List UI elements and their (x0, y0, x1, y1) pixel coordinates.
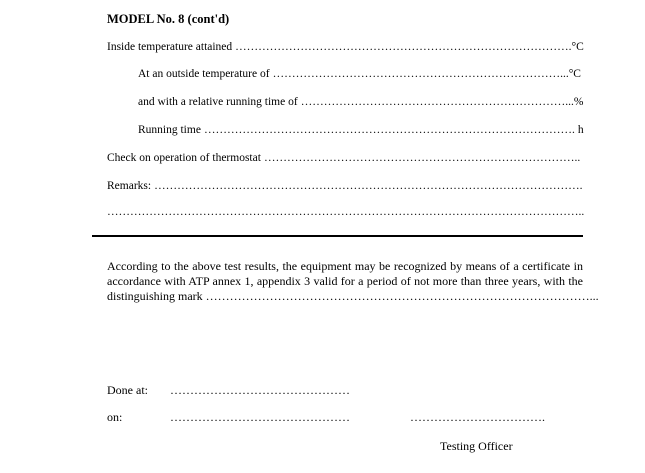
inside-temperature-unit: °C (571, 41, 584, 53)
outside-temperature-blank: …………………………………………………………………... (272, 68, 569, 80)
date-label: on: (107, 410, 123, 424)
running-time-unit: h (577, 124, 584, 136)
distinguishing-mark-blank: ……………………………………………………………………………………... (205, 289, 599, 303)
running-time-label: Running time (138, 124, 201, 136)
form-row-thermostat-check (107, 151, 580, 165)
done-at-label: Done at: (107, 383, 148, 397)
remarks-blank: …………………………………………………………………………………………………. (154, 180, 583, 192)
form-row-remarks (107, 179, 582, 193)
section-divider (92, 235, 583, 237)
model-title: MODEL No. 8 (cont'd) (107, 12, 230, 26)
done-at-blank: ……………………………………… (170, 383, 350, 397)
thermostat-check-blank: ……………………………………………………………………….. (263, 152, 581, 164)
form-row-running-time (138, 123, 584, 137)
inside-temperature-blank: ……………………………………………………………………………. (235, 41, 572, 53)
relative-running-time-blank: ……………………………………………………………... (300, 96, 574, 108)
running-time-blank: ……………………………………………………………………………………. (203, 124, 575, 136)
distinguishing-mark-row (107, 289, 599, 304)
conclusion-line: accordance with ATP annex 1, appendix 3 valid for a period of not more than three years, with the (107, 274, 583, 288)
form-row-outside-temperature (138, 67, 581, 81)
date-blank: ……………………………………… (170, 410, 350, 424)
testing-officer-label: Testing Officer (440, 439, 513, 453)
conclusion-paragraph (107, 259, 599, 304)
form-row-relative-running-time (138, 95, 583, 109)
thermostat-check-label: Check on operation of thermostat (107, 152, 261, 164)
remarks-continued-blank: …………………………………………………………………………………………………………….. (107, 206, 585, 218)
officer-signature-blank: ……………………………. (410, 410, 545, 424)
relative-running-time-label: and with a relative running time of (138, 96, 298, 108)
relative-running-time-unit: % (573, 96, 584, 108)
outside-temperature-label: At an outside temperature of (138, 68, 270, 80)
conclusion-line: According to the above test results, the equipment may be recognized by means of a certificate in (107, 259, 583, 273)
form-row-remarks-continued (107, 205, 584, 219)
remarks-label: Remarks: (107, 180, 152, 192)
outside-temperature-unit: °C (568, 68, 581, 80)
distinguishing-mark-label: distinguishing mark (107, 289, 203, 303)
inside-temperature-label: Inside temperature attained (107, 41, 233, 53)
form-row-inside-temperature (107, 40, 584, 54)
